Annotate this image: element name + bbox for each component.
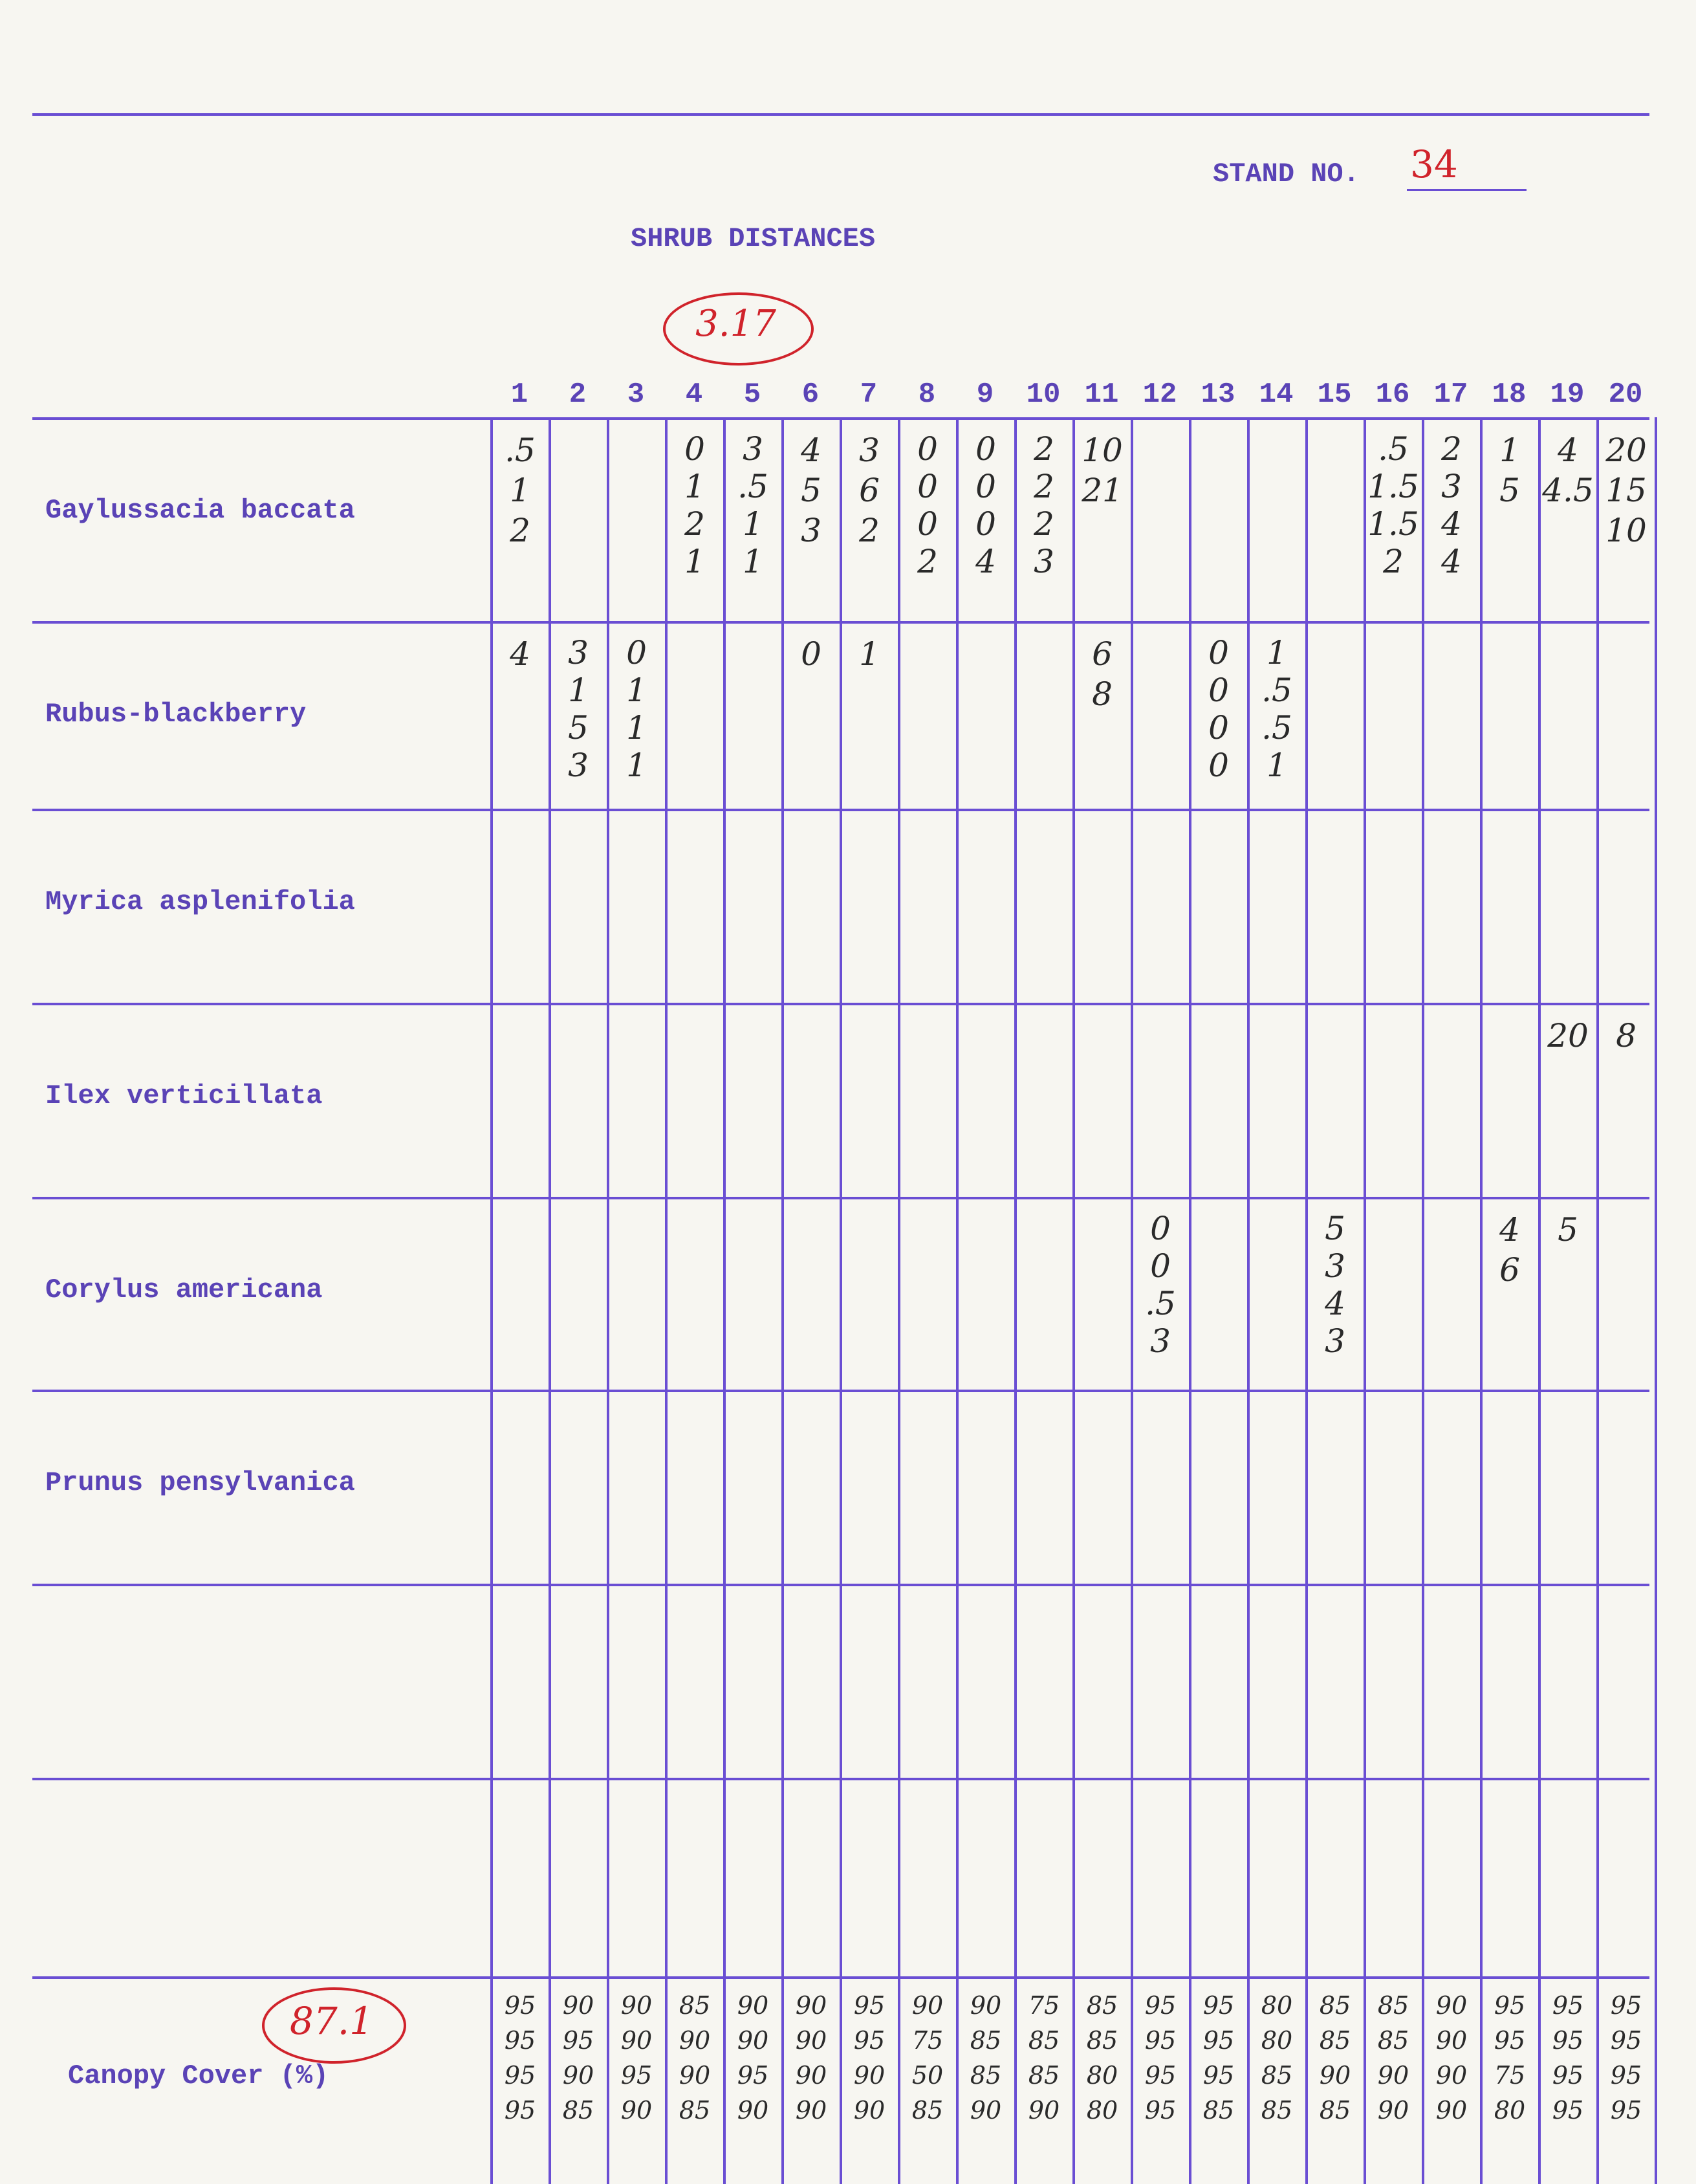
species-label: Rubus-blackberry	[45, 699, 307, 730]
distance-cell: 20 15 10	[1605, 431, 1647, 549]
canopy-cell: 90 90 95 90	[737, 1991, 769, 2124]
distance-cell: 0 1 1 1	[626, 634, 647, 784]
distance-cell: .5 1.5 1.5 2	[1367, 430, 1419, 580]
distance-cell: 5	[1558, 1211, 1578, 1249]
column-number: 14	[1259, 378, 1294, 411]
stand-number-value: 34	[1410, 142, 1458, 186]
distance-cell: 8	[1616, 1017, 1636, 1054]
canopy-average-value: 87.1	[289, 1999, 374, 2043]
canopy-cell: 90 75 50 85	[911, 1991, 944, 2124]
canopy-cell: 90 95 90 85	[562, 1991, 594, 2124]
distance-cell: 0 0 0 2	[917, 430, 938, 580]
top-rule	[32, 113, 1649, 116]
canopy-cover-label: Canopy Cover (%)	[68, 2060, 329, 2091]
canopy-cell: 75 85 85 90	[1028, 1991, 1060, 2124]
canopy-cell: 95 95 95 95	[504, 1991, 536, 2124]
column-separator	[898, 417, 900, 2184]
canopy-cell: 95 95 95 95	[1144, 1991, 1177, 2124]
canopy-cell: 85 85 90 90	[1377, 1991, 1409, 2124]
column-separator	[1014, 417, 1017, 2184]
column-number: 7	[860, 378, 878, 411]
column-number: 12	[1142, 378, 1177, 411]
species-label: Gaylussacia baccata	[45, 495, 355, 526]
column-number: 5	[743, 378, 761, 411]
distance-cell: .5 1 2	[505, 431, 536, 549]
column-separator	[840, 417, 842, 2184]
distance-cell: 4 6	[1499, 1211, 1520, 1289]
distance-cell: 0 0 0 0	[1208, 634, 1229, 784]
species-label: Corylus americana	[45, 1274, 323, 1305]
distance-cell: 0 0 .5 3	[1145, 1210, 1176, 1360]
canopy-cell: 90 90 95 90	[620, 1991, 653, 2124]
column-separator	[1364, 417, 1366, 2184]
column-number: 13	[1201, 378, 1235, 411]
column-separator	[490, 417, 493, 2184]
column-number: 18	[1492, 378, 1527, 411]
canopy-cell: 95 95 75 80	[1494, 1991, 1526, 2124]
column-number: 4	[685, 378, 703, 411]
distance-cell: 0 0 0 4	[975, 430, 996, 580]
species-label: Myrica asplenifolia	[45, 886, 355, 917]
distance-cell: 1 5	[1499, 431, 1520, 509]
column-number: 1	[510, 378, 528, 411]
distance-cell: 2 3 4 4	[1441, 430, 1462, 580]
column-number: 9	[976, 378, 994, 411]
column-separator	[781, 417, 784, 2184]
distance-cell: 0	[801, 635, 821, 673]
species-label: Ilex verticillata	[45, 1080, 323, 1111]
column-separator	[1655, 417, 1657, 2184]
distance-cell: 4 5 3	[801, 431, 821, 549]
distance-cell: 3 1 5 3	[568, 634, 589, 784]
column-number: 16	[1375, 378, 1410, 411]
distance-cell: 2 2 2 3	[1034, 430, 1054, 580]
canopy-cell: 85 85 90 85	[1319, 1991, 1351, 2124]
column-separator	[1596, 417, 1599, 2184]
canopy-cell: 85 90 90 85	[679, 1991, 711, 2124]
distance-cell: 5 3 4 3	[1325, 1210, 1345, 1360]
distance-cell: 1 .5 .5 1	[1261, 634, 1292, 784]
column-number: 2	[569, 378, 587, 411]
distance-cell: 0 1 2 1	[684, 430, 705, 580]
column-number: 20	[1608, 378, 1643, 411]
canopy-cell: 95 95 95 95	[1610, 1991, 1642, 2124]
column-number: 3	[627, 378, 645, 411]
canopy-cell: 90 90 90 90	[795, 1991, 827, 2124]
distance-cell: 4 4.5	[1542, 431, 1594, 509]
stand-number-underline	[1407, 189, 1527, 191]
column-number: 8	[918, 378, 936, 411]
column-separator	[1480, 417, 1483, 2184]
canopy-cell: 80 80 85 85	[1261, 1991, 1293, 2124]
distance-cell: 3 .5 1 1	[737, 430, 768, 580]
distance-cell: 1	[859, 635, 880, 673]
column-number: 10	[1026, 378, 1061, 411]
column-separator	[1422, 417, 1424, 2184]
column-separator	[665, 417, 668, 2184]
column-number: 15	[1317, 378, 1352, 411]
page-title: SHRUB DISTANCES	[631, 223, 876, 254]
distance-cell: 20	[1547, 1017, 1589, 1054]
distance-cell: 4	[510, 635, 530, 673]
column-number: 19	[1550, 378, 1585, 411]
average-distance-value: 3.17	[695, 303, 776, 345]
canopy-cell: 90 90 90 90	[1435, 1991, 1468, 2124]
column-separator	[723, 417, 726, 2184]
stand-number-label: STAND NO.	[1213, 158, 1360, 190]
canopy-cell: 85 85 80 80	[1086, 1991, 1118, 2124]
canopy-cell: 95 95 95 85	[1202, 1991, 1235, 2124]
canopy-cell: 95 95 90 90	[853, 1991, 886, 2124]
distance-cell: 6 8	[1092, 635, 1113, 713]
species-label: Prunus pensylvanica	[45, 1467, 355, 1498]
distance-cell: 10 21	[1082, 431, 1123, 509]
column-number: 6	[801, 378, 820, 411]
column-separator	[1538, 417, 1541, 2184]
canopy-cell: 90 85 85 90	[970, 1991, 1002, 2124]
distance-cell: 3 6 2	[859, 431, 880, 549]
column-number: 17	[1433, 378, 1468, 411]
column-number: 11	[1084, 378, 1119, 411]
canopy-cell: 95 95 95 95	[1552, 1991, 1584, 2124]
column-separator	[956, 417, 959, 2184]
